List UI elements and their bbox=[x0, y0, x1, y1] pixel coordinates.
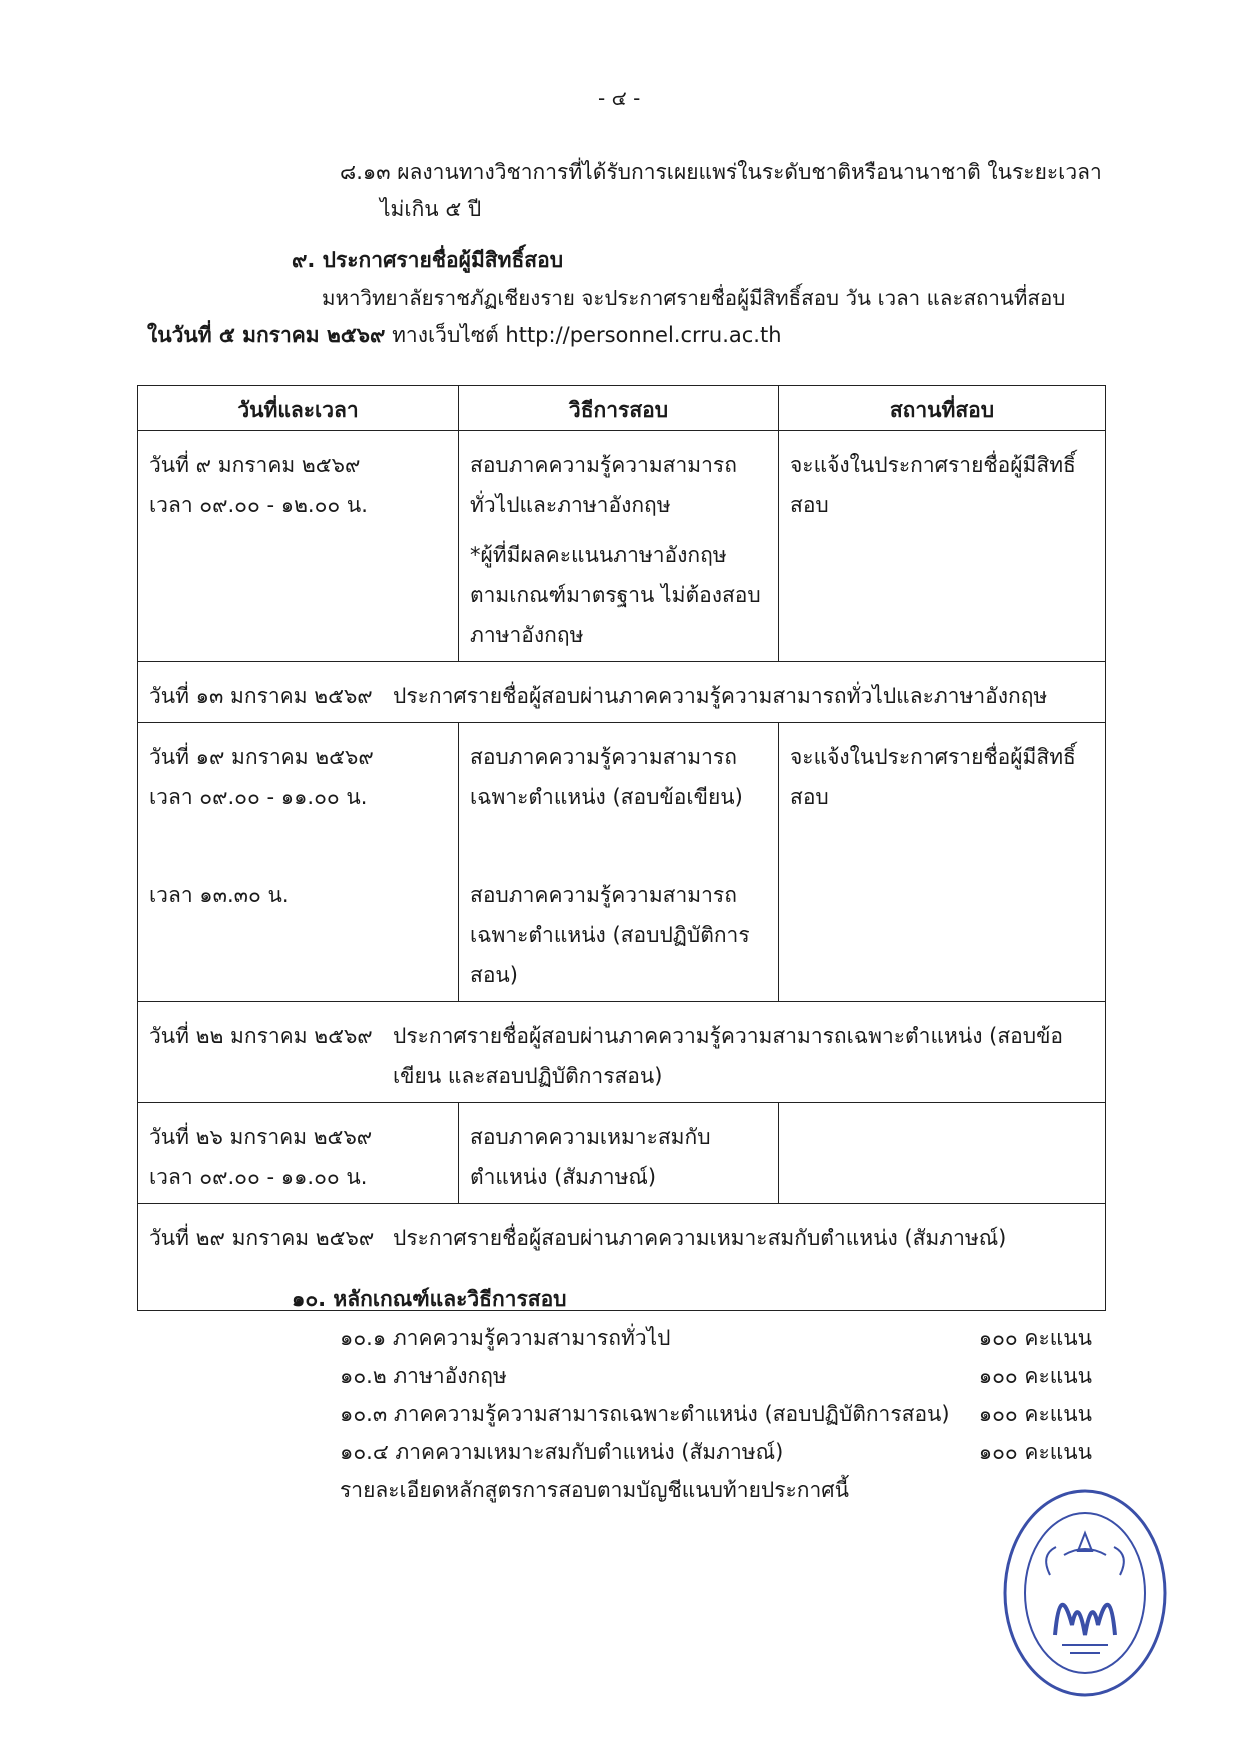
row1-method-cell bbox=[459, 431, 779, 662]
announcement-3-text: ประกาศรายชื่อผู้สอบผ่านภาคความเหมาะสมกับตำแหน่ง (สัมภาษณ์) bbox=[393, 1226, 1007, 1250]
row1-place-cell bbox=[779, 431, 1106, 662]
score-item-10-3-label: ๑๐.๓ ภาคความรู้ความสามารถเฉพาะตำแหน่ง (สอบปฏิบัติการสอน) bbox=[340, 1402, 950, 1426]
row1-place-line2: สอบ bbox=[790, 493, 829, 517]
row2-method2-line3: สอน) bbox=[470, 963, 518, 987]
row3-method-cell bbox=[459, 1103, 779, 1204]
score-item-10-3-score: ๑๐๐ คะแนน bbox=[978, 1402, 1092, 1426]
row3-date: วันที่ ๒๖ มกราคม ๒๕๖๙ bbox=[149, 1125, 373, 1149]
table-header-row bbox=[138, 386, 1106, 431]
announcement-1-date: วันที่ ๑๓ มกราคม ๒๕๖๙ bbox=[149, 684, 373, 708]
table-row bbox=[138, 662, 1106, 723]
section-10-footer: รายละเอียดหลักสูตรการสอบตามบัญชีแนบท้ายประกาศนี้ bbox=[340, 1478, 849, 1502]
page-number: - ๔ - bbox=[598, 86, 641, 110]
row1-date: วันที่ ๙ มกราคม ๒๕๖๙ bbox=[149, 453, 361, 477]
announcement-3-date: วันที่ ๒๙ มกราคม ๒๕๖๙ bbox=[149, 1226, 375, 1250]
row1-place-line1: จะแจ้งในประกาศรายชื่อผู้มีสิทธิ์ bbox=[790, 453, 1076, 477]
row1-time: เวลา ๐๙.๐๐ - ๑๒.๐๐ น. bbox=[149, 493, 368, 517]
section-9-paragraph-line1: มหาวิทยาลัยราชภัฏเชียงราย จะประกาศรายชื่อผู้มีสิทธิ์สอบ วัน เวลา และสถานที่สอบ bbox=[322, 286, 1066, 310]
exam-schedule-table bbox=[137, 385, 1106, 1311]
announcement-3-cell bbox=[138, 1204, 1106, 1311]
announcement-1-cell bbox=[138, 662, 1106, 723]
row3-method-line1: สอบภาคความเหมาะสมกับ bbox=[470, 1125, 711, 1149]
section-10-heading: ๑๐. หลักเกณฑ์และวิธีการสอบ bbox=[292, 1287, 567, 1311]
row2-method1-line1: สอบภาคความรู้ความสามารถ bbox=[470, 745, 737, 769]
table-row bbox=[138, 431, 1106, 662]
row3-place-cell bbox=[779, 1103, 1106, 1204]
item-8-13-line1: ๘.๑๓ ผลงานทางวิชาการที่ได้รับการเผยแพร่ในระดับชาติหรือนานาชาติ ในระยะเวลา bbox=[340, 160, 1102, 184]
header-exam-place: สถานที่สอบ bbox=[779, 386, 1106, 431]
row2-time1: เวลา ๐๙.๐๐ - ๑๑.๐๐ น. bbox=[149, 785, 368, 809]
row1-method-line1: สอบภาคความรู้ความสามารถ bbox=[470, 453, 737, 477]
website-text: ทางเว็บไซต์ http://personnel.crru.ac.th bbox=[385, 323, 782, 347]
row2-method-spacer bbox=[470, 817, 768, 875]
row2-method2-line2: เฉพาะตำแหน่ง (สอบปฏิบัติการ bbox=[470, 923, 750, 947]
row2-time2: เวลา ๑๓.๓๐ น. bbox=[149, 883, 289, 907]
item-8-13-line2: ไม่เกิน ๕ ปี bbox=[380, 197, 482, 221]
section-9-heading: ๙. ประกาศรายชื่อผู้มีสิทธิ์สอบ bbox=[292, 248, 564, 272]
row2-place-cell bbox=[779, 723, 1106, 1002]
row2-method1-line2: เฉพาะตำแหน่ง (สอบข้อเขียน) bbox=[470, 785, 743, 809]
announcement-1-text: ประกาศรายชื่อผู้สอบผ่านภาคความรู้ความสามารถทั่วไปและภาษาอังกฤษ bbox=[393, 684, 1048, 708]
announcement-2-text: ประกาศรายชื่อผู้สอบผ่านภาคความรู้ความสามารถเฉพาะตำแหน่ง (สอบข้อเขียน และสอบปฏิบัติการสอน) bbox=[393, 1024, 1064, 1088]
score-item-10-4 bbox=[340, 1436, 1092, 1474]
header-exam-method: วิธีการสอบ bbox=[459, 386, 779, 431]
row2-place-line2: สอบ bbox=[790, 785, 829, 809]
score-item-10-2-label: ๑๐.๒ ภาษาอังกฤษ bbox=[340, 1364, 507, 1388]
score-item-10-3 bbox=[340, 1398, 1092, 1436]
score-item-10-1 bbox=[340, 1322, 1092, 1360]
row3-date-cell bbox=[138, 1103, 459, 1204]
row1-date-cell bbox=[138, 431, 459, 662]
header-date-time: วันที่และเวลา bbox=[138, 386, 459, 431]
row2-date: วันที่ ๑๙ มกราคม ๒๕๖๙ bbox=[149, 745, 374, 769]
table-row bbox=[138, 1002, 1106, 1103]
announcement-2-cell bbox=[138, 1002, 1106, 1103]
score-item-10-1-score: ๑๐๐ คะแนน bbox=[978, 1326, 1092, 1350]
row1-method-line2: ทั่วไปและภาษาอังกฤษ bbox=[470, 493, 671, 517]
row1-note-line2: ตามเกณฑ์มาตรฐาน ไม่ต้องสอบ bbox=[470, 583, 761, 607]
university-seal-stamp bbox=[1000, 1485, 1170, 1700]
row1-note bbox=[470, 535, 768, 655]
table-row bbox=[138, 1204, 1106, 1311]
score-item-10-1-label: ๑๐.๑ ภาคความรู้ความสามารถทั่วไป bbox=[340, 1326, 671, 1350]
score-item-10-4-label: ๑๐.๔ ภาคความเหมาะสมกับตำแหน่ง (สัมภาษณ์) bbox=[340, 1440, 784, 1464]
row3-method-line2: ตำแหน่ง (สัมภาษณ์) bbox=[470, 1165, 657, 1189]
row2-spacer bbox=[149, 817, 448, 875]
row1-note-line1: *ผู้ที่มีผลคะแนนภาษาอังกฤษ bbox=[470, 543, 727, 567]
row2-method2-line1: สอบภาคความรู้ความสามารถ bbox=[470, 883, 737, 907]
row2-date-cell bbox=[138, 723, 459, 1002]
section-9-paragraph-line2 bbox=[147, 319, 782, 352]
score-item-10-2 bbox=[340, 1360, 1092, 1398]
announcement-2-date: วันที่ ๒๒ มกราคม ๒๕๖๙ bbox=[149, 1024, 373, 1048]
table-row bbox=[138, 1103, 1106, 1204]
score-item-10-2-score: ๑๐๐ คะแนน bbox=[978, 1364, 1092, 1388]
score-item-10-4-score: ๑๐๐ คะแนน bbox=[978, 1440, 1092, 1464]
table-row bbox=[138, 723, 1106, 1002]
row2-place-line1: จะแจ้งในประกาศรายชื่อผู้มีสิทธิ์ bbox=[790, 745, 1076, 769]
row1-note-line3: ภาษาอังกฤษ bbox=[470, 623, 584, 647]
row3-time: เวลา ๐๙.๐๐ - ๑๑.๐๐ น. bbox=[149, 1165, 368, 1189]
row2-method-cell bbox=[459, 723, 779, 1002]
announcement-date: ในวันที่ ๕ มกราคม ๒๕๖๙ bbox=[147, 323, 386, 347]
